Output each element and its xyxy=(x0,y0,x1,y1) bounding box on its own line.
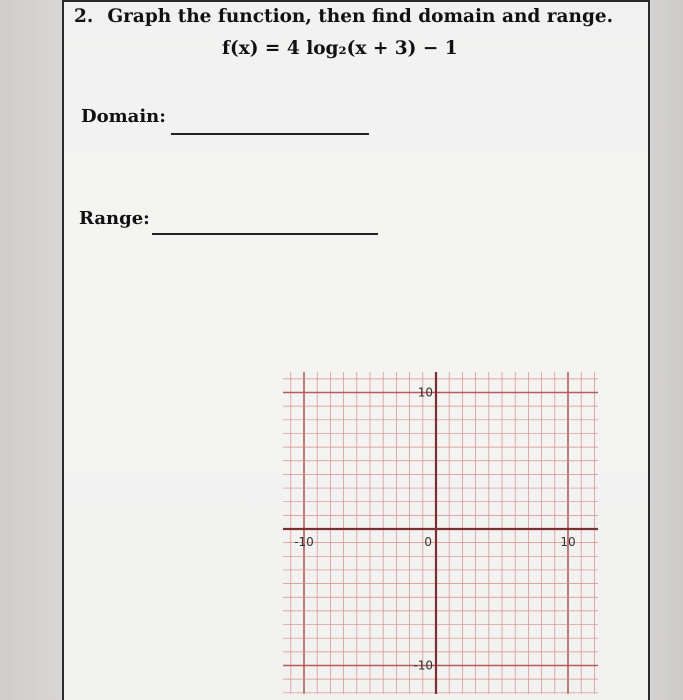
x-tick-label-max: 10 xyxy=(560,535,576,549)
domain-label: Domain: xyxy=(81,106,166,127)
range-label: Range: xyxy=(79,208,150,229)
function-formula: f(x) = 4 log₂(x + 3) − 1 xyxy=(222,38,458,59)
y-tick-label-min: -10 xyxy=(413,658,433,673)
question-number: 2. xyxy=(74,6,94,27)
grid-lines xyxy=(283,372,598,694)
x-tick-label-min: -10 xyxy=(294,535,314,549)
x-tick-label-origin: 0 xyxy=(424,535,432,549)
y-tick-label-max: 10 xyxy=(417,385,433,400)
question-instruction: Graph the function, then find domain and range. xyxy=(107,6,614,27)
